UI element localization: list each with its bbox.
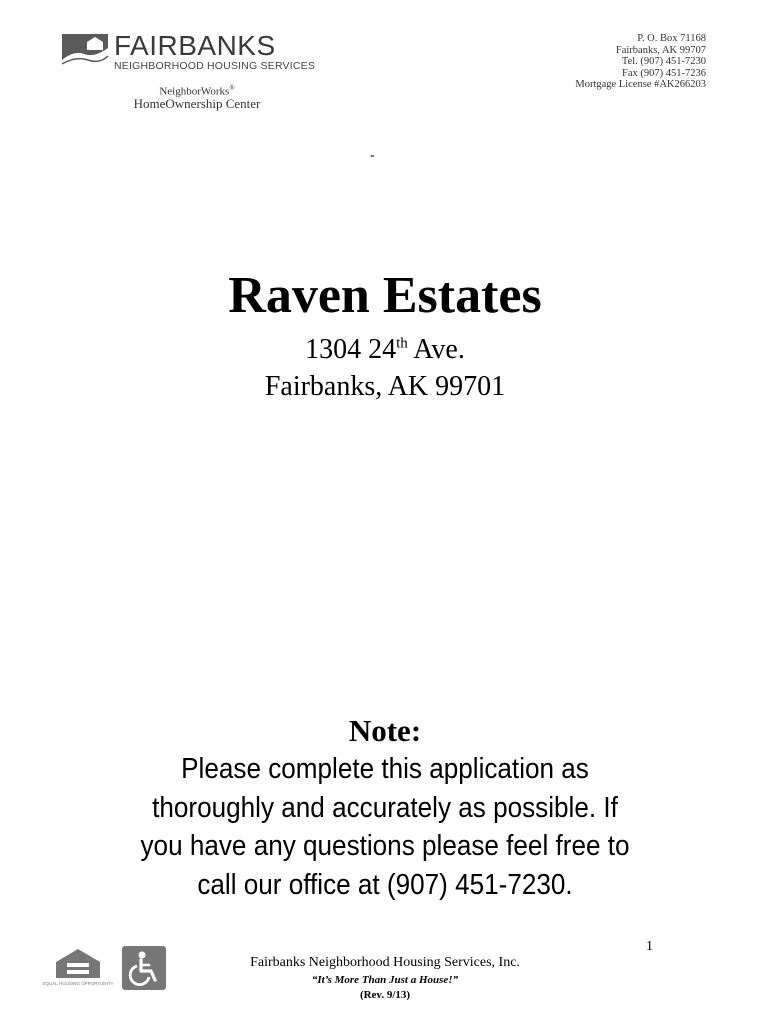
footer-revision: (Rev. 9/13) [359, 989, 411, 1001]
property-street [0, 334, 770, 366]
contact-fax: Fax (907) 451-7236 [622, 67, 706, 79]
contact-tel: Tel. (907) 451-7230 [621, 56, 706, 67]
street-number: 1304 24 [305, 334, 397, 365]
street-rest: Ave. [407, 334, 465, 365]
page-number: 1 [646, 939, 653, 954]
mortgage-license: Mortgage License #AK266203 [575, 79, 706, 90]
note-body: Please complete this application as thoroughly and accurately as possible. If you have any questions please feel free to call our office at (907) 451-7230. [140, 753, 630, 901]
org-subtitle: NEIGHBORHOOD HOUSING SERVICES [114, 60, 316, 72]
org-name: FAIRBANKS [114, 30, 276, 61]
house-hill-icon [62, 34, 108, 70]
po-box: P. O. Box 71168 [637, 33, 706, 44]
footer-org: Fairbanks Neighborhood Housing Services, Inc. [250, 955, 520, 970]
homeownership-center: HomeOwnership Center [133, 96, 261, 111]
org-logo [62, 30, 322, 75]
neighborworks-text: NeighborWorks [159, 85, 230, 98]
registered-mark: ® [229, 84, 235, 92]
contact-block [575, 33, 706, 91]
dash-mark: - [370, 148, 375, 163]
street-suffix: th [396, 335, 408, 352]
property-city: Fairbanks, AK 99701 [264, 371, 506, 402]
property-title: Raven Estates [228, 267, 542, 324]
footer-slogan: “It’s More Than Just a House!” [311, 974, 459, 986]
eho-text: EQUAL HOUSING OPPORTUNITY [42, 981, 114, 986]
note-heading: Note: [348, 713, 422, 748]
contact-city: Fairbanks, AK 99707 [615, 44, 706, 56]
